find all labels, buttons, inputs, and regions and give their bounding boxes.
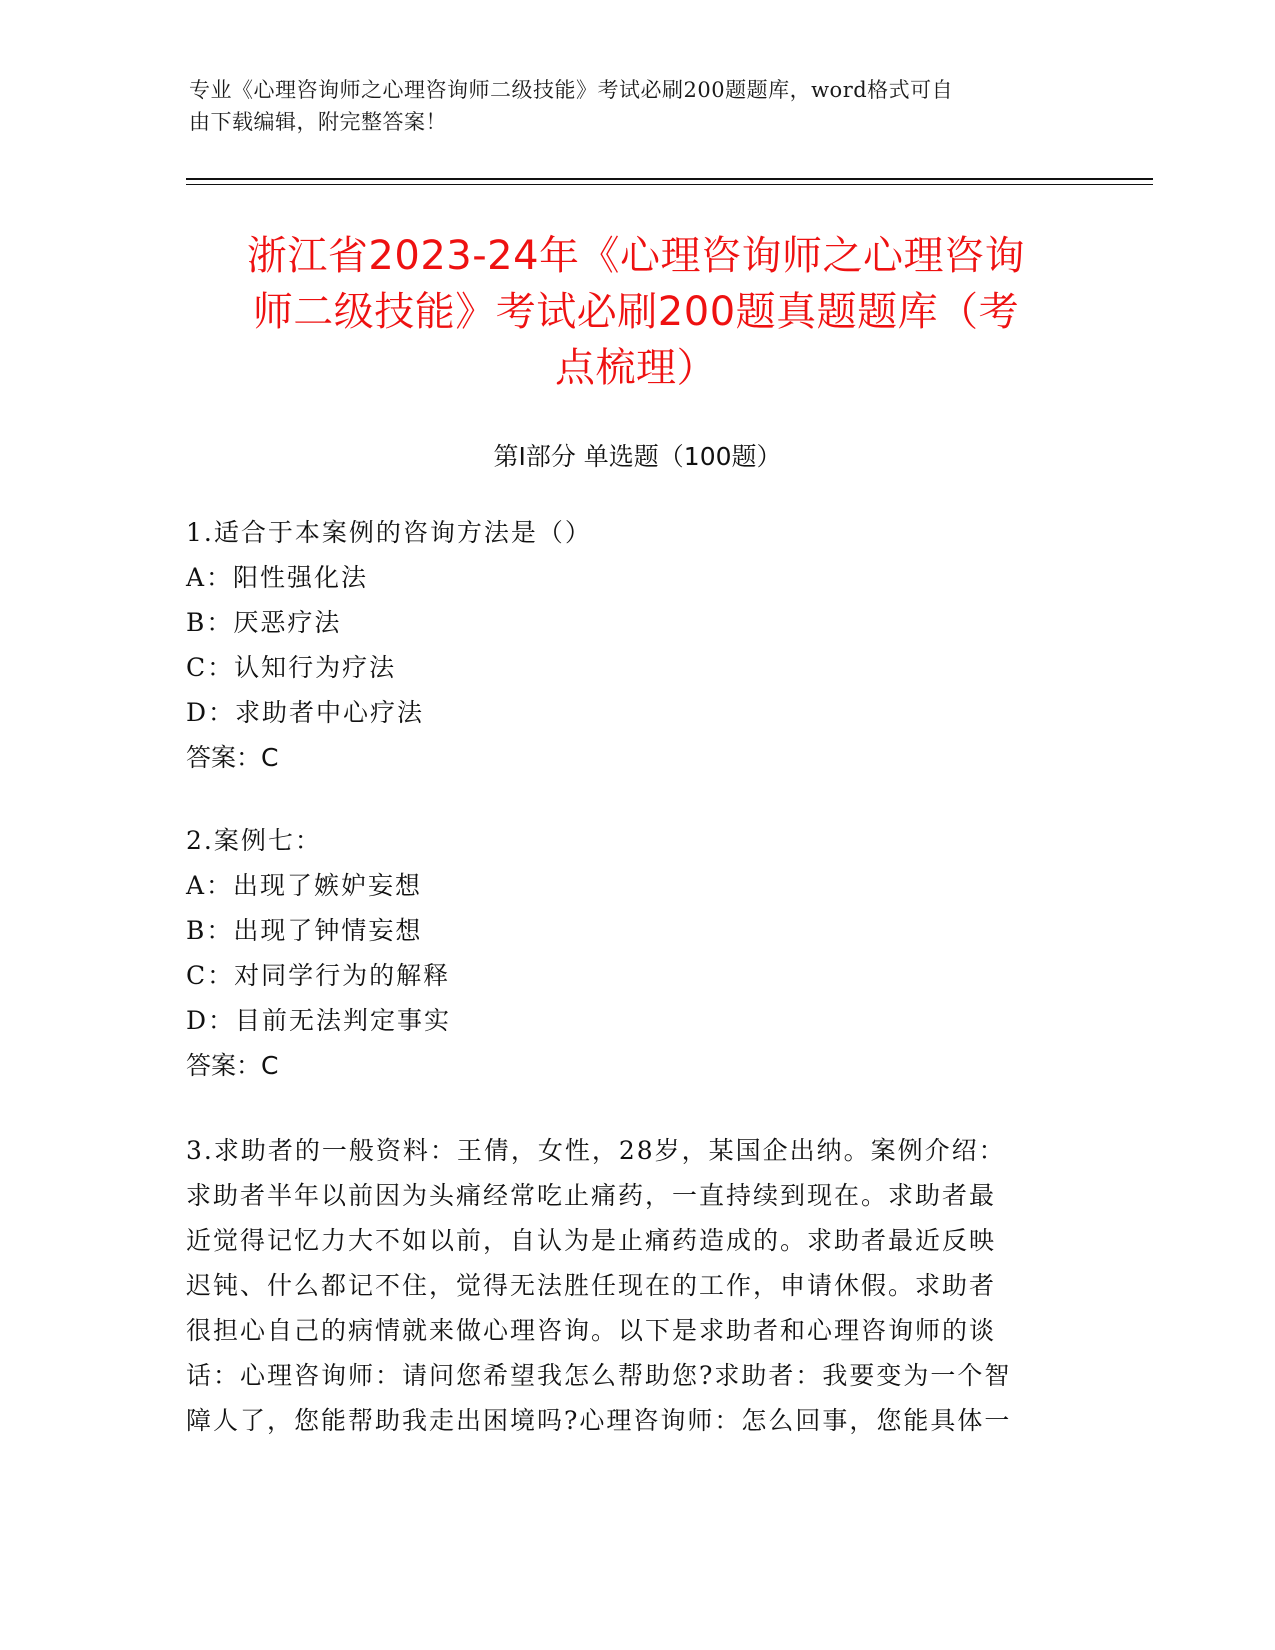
option-b: B：厌恶疗法 (186, 608, 342, 637)
question-2 (186, 818, 1066, 1088)
option-a: A：阳性强化法 (186, 563, 369, 592)
question-stem: 2.案例七： (186, 826, 322, 855)
question-3 (186, 1128, 1066, 1443)
option-b: B：出现了钟情妄想 (186, 916, 423, 945)
question-1 (186, 510, 1066, 780)
question-text-line: 很担心自己的病情就来做心理咨询。以下是求助者和心理咨询师的谈 (186, 1316, 997, 1345)
question-text-line: 话：心理咨询师：请问您希望我怎么帮助您?求助者：我要变为一个智 (186, 1361, 1012, 1390)
question-text-line: 求助者半年以前因为头痛经常吃止痛药，一直持续到现在。求助者最 (186, 1181, 997, 1210)
question-text-line: 障人了，您能帮助我走出困境吗?心理咨询师：怎么回事，您能具体一 (186, 1406, 1012, 1435)
answer: 答案：C (186, 1051, 279, 1080)
option-c: C：认知行为疗法 (186, 653, 397, 682)
option-d: D：目前无法判定事实 (186, 1006, 452, 1035)
section-heading: 第Ⅰ部分 单选题（100题） (493, 442, 782, 471)
option-d: D：求助者中心疗法 (186, 698, 425, 727)
title-line: 师二级技能》考试必刷200题真题题库（考 (252, 289, 1020, 335)
header-note-line: 专业《心理咨询师之心理咨询师二级技能》考试必刷200题题库，word格式可自 (189, 78, 954, 102)
document-title (196, 228, 1076, 396)
header-rule-thin (186, 184, 1153, 185)
option-c: C：对同学行为的解释 (186, 961, 451, 990)
title-line: 点梳理） (555, 345, 717, 391)
question-text-line: 迟钝、什么都记不住，觉得无法胜任现在的工作，申请休假。求助者 (186, 1271, 997, 1300)
question-text-line: 3.求助者的一般资料：王倩，女性，28岁，某国企出纳。案例介绍： (186, 1136, 1006, 1165)
answer: 答案：C (186, 743, 279, 772)
title-line: 浙江省2023-24年《心理咨询师之心理咨询 (246, 233, 1026, 279)
header-note (189, 74, 1069, 138)
question-stem: 1.适合于本案例的咨询方法是（） (186, 518, 592, 547)
option-a: A：出现了嫉妒妄想 (186, 871, 423, 900)
header-note-line: 由下载编辑，附完整答案！ (189, 110, 447, 134)
question-text-line: 近觉得记忆力大不如以前，自认为是止痛药造成的。求助者最近反映 (186, 1226, 997, 1255)
header-rule-thick (186, 178, 1153, 180)
